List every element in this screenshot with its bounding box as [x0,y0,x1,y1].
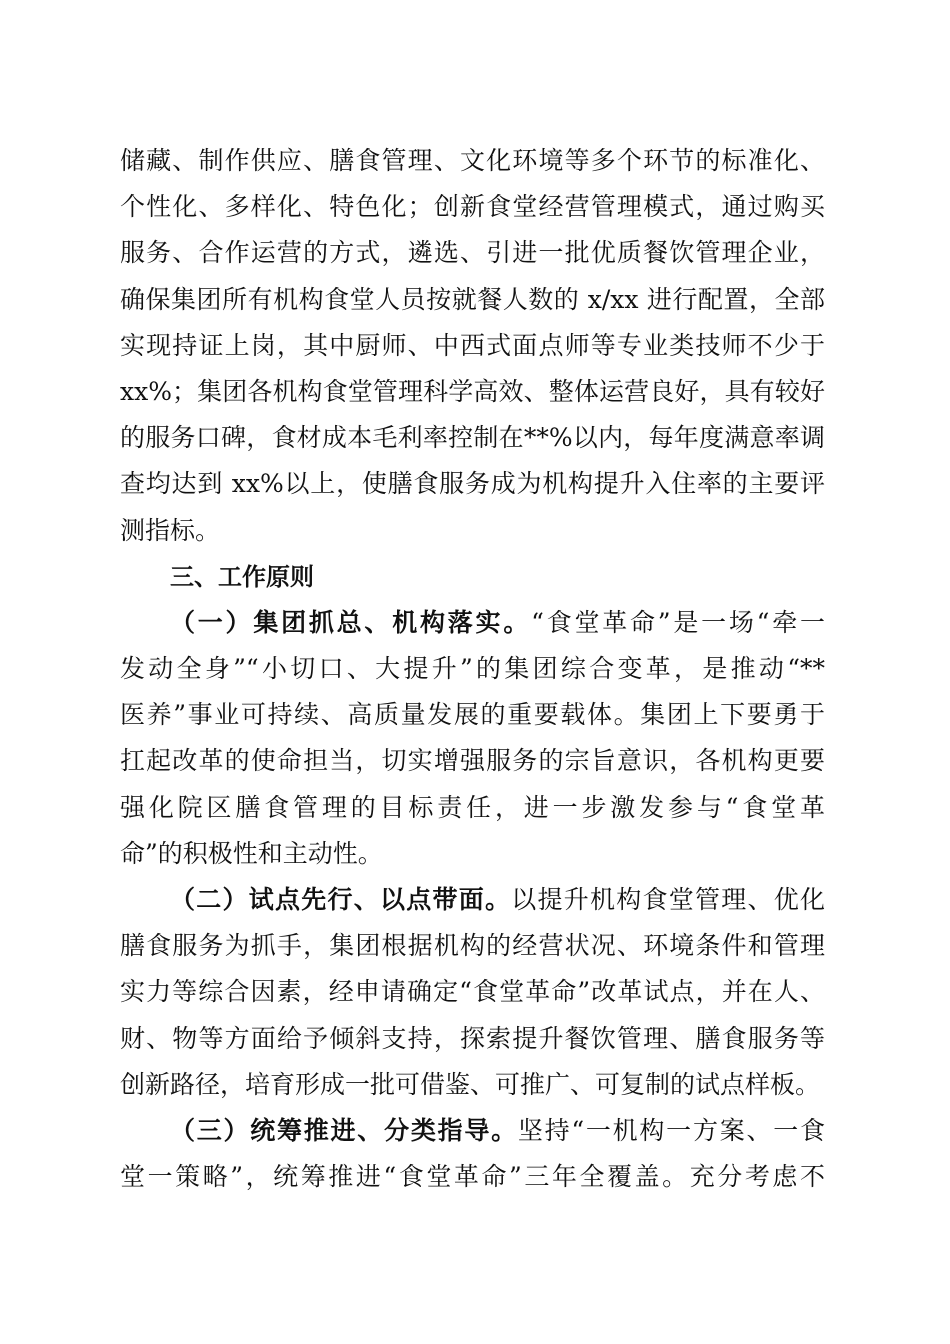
text-line: 扛起改革的使命担当，切实增强服务的宗旨意识，各机构更要 [120,746,825,776]
text-line: xx%；集团各机构食堂管理科学高效、整体运营良好，具有较好 [120,376,825,406]
text-span: “食堂革命”是一场“牵一 [531,607,825,637]
text-line: 财、物等方面给予倾斜支持，探索提升餐饮管理、膳食服务等 [120,1023,825,1053]
principle-1 [120,600,825,877]
principle-3 [120,1108,825,1200]
text-line: 创新路径，培育形成一批可借鉴、可推广、可复制的试点样板。 [120,1069,821,1099]
text-line: 发动全身”“小切口、大提升”的集团综合变革，是推动“** [120,654,825,684]
principle-title: （一）集团抓总、机构落实。 [170,607,532,637]
text-span: 以提升机构食堂管理、优化 [511,885,825,914]
principle-title: （二）试点先行、以点带面。 [170,885,512,914]
text-line: 个性化、多样化、特色化；创新食堂经营管理模式，通过购买 [120,192,825,222]
text-line: 强化院区膳食管理的目标责任，进一步激发参与“食堂革 [120,792,825,822]
text-line: 实现持证上岗，其中厨师、中西式面点师等专业类技师不少于 [120,330,825,360]
text-line: 堂一策略”，统筹推进“食堂革命”三年全覆盖。充分考虑不 [120,1162,825,1192]
paragraph-goals [120,138,825,554]
text-line: 实力等综合因素，经申请确定“食堂革命”改革试点，并在人、 [120,977,825,1007]
section-heading: 三、工作原则 [170,562,314,591]
text-line: 膳食服务为抓手，集团根据机构的经营状况、环境条件和管理 [120,931,825,961]
principle-first-line [120,1108,825,1154]
text-span: 坚持“一机构一方案、一食 [517,1115,825,1145]
text-line: 医养”事业可持续、高质量发展的重要载体。集团上下要勇于 [120,700,825,730]
principle-first-line [120,600,825,646]
text-line: 储藏、制作供应、膳食管理、文化环境等多个环节的标准化、 [120,146,825,175]
text-line: 确保集团所有机构食堂人员按就餐人数的 x/xx 进行配置，全部 [120,284,825,314]
text-line: 查均达到 xx%以上，使膳食服务成为机构提升入住率的主要评 [120,469,825,499]
text-line: 的服务口碑，食材成本毛利率控制在**%以内，每年度满意率调 [120,423,825,453]
text-line: 测指标。 [120,515,221,545]
text-line: 服务、合作运营的方式，遴选、引进一批优质餐饮管理企业， [120,238,825,268]
principle-2 [120,877,825,1108]
document-page [120,138,825,1200]
principle-first-line [120,877,825,923]
principle-title: （三）统筹推进、分类指导。 [170,1115,518,1145]
text-line: 命”的积极性和主动性。 [120,838,383,868]
